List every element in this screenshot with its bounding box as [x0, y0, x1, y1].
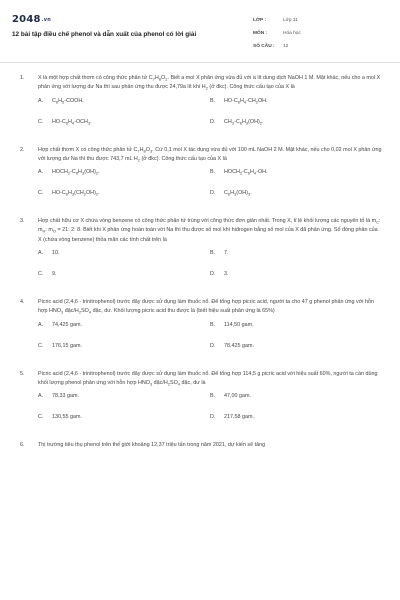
- meta-row-count: [253, 40, 388, 53]
- question-item: [0, 370, 400, 435]
- meta-value: Hóa học: [283, 31, 301, 36]
- answer-option[interactable]: [210, 249, 382, 270]
- option-text: $C_6H_5$-COOH.: [52, 97, 84, 105]
- option-text: 3.: [224, 271, 229, 278]
- option-letter: A.: [38, 250, 44, 257]
- question-item: [0, 217, 400, 291]
- answer-option[interactable]: [38, 97, 210, 118]
- option-letter: A.: [38, 321, 44, 328]
- answer-options: [38, 97, 382, 139]
- option-text: 114,50 gam.: [224, 321, 254, 328]
- option-letter: B.: [210, 393, 216, 400]
- question-text: Thị trường tiêu thụ phenol trên thế giới khoảng 12,37 triệu tấn trong năm 2021, dự kiến sẽ tăng: [38, 442, 266, 449]
- logo-main: 2048: [12, 14, 41, 25]
- option-letter: A.: [38, 169, 44, 176]
- option-text: 7.: [224, 250, 229, 257]
- option-letter: D.: [210, 342, 216, 349]
- question-item: [0, 441, 400, 450]
- question-number: 4.: [20, 299, 25, 306]
- logo-suffix: .vn: [41, 17, 51, 23]
- site-logo[interactable]: [12, 14, 51, 25]
- answer-option[interactable]: [210, 97, 382, 118]
- option-text: 9.: [52, 271, 57, 278]
- document-meta: [253, 14, 388, 53]
- option-text: 217,58 gam.: [224, 414, 254, 421]
- option-text: $C_6H_3(OH)_3$.: [224, 190, 252, 197]
- option-text: $HOCH_2-C_6H_3(OH)_2$.: [52, 169, 100, 176]
- meta-label: MÔN :: [253, 31, 268, 36]
- answer-option[interactable]: [210, 321, 382, 342]
- option-letter: D.: [210, 190, 216, 197]
- question-number: 6.: [20, 442, 25, 449]
- meta-label: SỐ CÂU :: [253, 44, 275, 49]
- option-letter: D.: [210, 271, 216, 278]
- option-text: 78,425 gam.: [224, 342, 254, 349]
- option-text: 176,15 gam.: [52, 342, 82, 349]
- question-text: Picric acid (2,4,6 - trinitrophenol) trước đây được sử dụng làm thuốc nổ. Để tổng hợp 114,5 g picric acid với hiệu suất 60%, người ta cần dùng khối lượng phenol phản ứng với hỗn hợp $HNO_3$ đặc/$H_2SO_4$ đặc, dư là: [38, 370, 378, 387]
- answer-option[interactable]: [38, 168, 210, 189]
- option-letter: C.: [38, 271, 44, 278]
- question-item: [0, 146, 400, 211]
- answer-option[interactable]: [210, 270, 382, 291]
- answer-option[interactable]: [38, 321, 210, 342]
- option-letter: A.: [38, 393, 44, 400]
- answer-option[interactable]: [210, 342, 382, 363]
- option-letter: B.: [210, 169, 216, 176]
- question-number: 5.: [20, 370, 25, 377]
- option-letter: B.: [210, 321, 216, 328]
- answer-options: [38, 249, 382, 291]
- option-text: 78,33 gam.: [52, 393, 79, 400]
- option-text: 130,55 gam.: [52, 414, 82, 421]
- question-list: [0, 74, 400, 458]
- answer-option[interactable]: [210, 392, 382, 413]
- answer-option[interactable]: [38, 413, 210, 434]
- option-text: $CH_3-C_6H_3(OH)_2$.: [224, 118, 264, 126]
- meta-value: Lớp 11: [283, 18, 298, 23]
- option-letter: C.: [38, 190, 44, 197]
- option-letter: C.: [38, 118, 44, 125]
- answer-option[interactable]: [38, 249, 210, 270]
- option-letter: D.: [210, 118, 216, 125]
- answer-option[interactable]: [210, 168, 382, 189]
- question-number: 1.: [20, 75, 25, 81]
- answer-options: [38, 392, 382, 434]
- option-text: $HOCH_2-C_6H_4-OH$.: [224, 169, 268, 176]
- option-text: 10.: [52, 250, 60, 257]
- question-text: Picric acid (2,4,6 - trinitrophenol) trước đây được sử dụng làm thuốc nổ. Để tổng hợp picric acid, người ta cho 47 g phenol phản ứng với hỗn hợp $HNO_3$ đặc/$H_2SO_4$ đặc, dư. Khối lượng picric acid thu được là (biết hiệu suất phản ứng là 65%): [38, 299, 374, 315]
- meta-value: 12: [283, 44, 289, 49]
- header-divider: [0, 62, 400, 63]
- option-letter: B.: [210, 250, 216, 257]
- answer-option[interactable]: [38, 270, 210, 291]
- question-item: [0, 298, 400, 363]
- page-title: 12 bài tập điều chế phenol và dẫn xuất của phenol có lời giải: [12, 31, 197, 38]
- answer-option[interactable]: [38, 118, 210, 139]
- option-text: 47,00 gam.: [224, 393, 251, 400]
- option-text: $HO-C_6H_3(CH_2OH)_2$.: [52, 190, 100, 197]
- option-text: $HO-C_6H_4-CH_2OH$.: [224, 97, 268, 105]
- question-text: Hợp chất hữu cơ X chứa vòng benzene có công thức phân tử trùng với công thức đơn giản nhất. Trong X, tỉ lệ khối lượng các nguyên tố là $m_C$: $m_H$: $m_O = 21$: 2: 8. Biết khi X phản ứng hoàn toàn với Na thì thu được số mol khí hiđrogen bằng số mol của X đã phản ứng. Số đồng phân của X (chứa vòng benzene) thỏa mãn các tính chất trên là: [38, 218, 381, 243]
- question-text: X là một hợp chất thơm có công thức phân tử $C_7H_8O_2$. Biết a mol X phản ứng vừa đủ với a lít dung dịch NaOH 1 M. Mặt khác, nếu cho a mol X phản ứng với lượng dư Na thì sau phản ứng thu được 24,79a lít khí $H_2$ (ở đkc). Công thức cấu tạo của X là: [38, 75, 381, 91]
- question-number: 2.: [20, 146, 25, 153]
- document-header: [12, 14, 388, 60]
- option-letter: B.: [210, 97, 216, 104]
- answer-option[interactable]: [210, 118, 382, 139]
- meta-label: LỚP :: [253, 18, 267, 23]
- question-text: Hợp chất thơm X có công thức phân tử $C_7H_8O_3$. Cứ 0,1 mol X tác dụng vừa đủ với 100 mL NaOH 2 M. Mặt khác, nếu cho 0,02 mol X phản ứng với lượng dư Na thì thu được 743,7 mL $H_2$ (ở đkc). Công thức cấu tạo của X là: [38, 146, 382, 163]
- question-item: [0, 74, 400, 139]
- option-letter: C.: [38, 342, 44, 349]
- meta-row-subject: [253, 27, 388, 40]
- option-letter: C.: [38, 414, 44, 421]
- answer-options: [38, 321, 382, 363]
- question-number: 3.: [20, 218, 25, 225]
- option-letter: D.: [210, 414, 216, 421]
- option-text: 74,425 gam.: [52, 321, 82, 328]
- answer-option[interactable]: [38, 189, 210, 210]
- answer-options: [38, 168, 382, 210]
- answer-option[interactable]: [38, 392, 210, 413]
- meta-row-class: [253, 14, 388, 27]
- option-letter: A.: [38, 97, 44, 104]
- answer-option[interactable]: [210, 413, 382, 434]
- answer-option[interactable]: [38, 342, 210, 363]
- option-text: $HO-C_6H_4-OCH_3$.: [52, 118, 92, 126]
- answer-option[interactable]: [210, 189, 382, 210]
